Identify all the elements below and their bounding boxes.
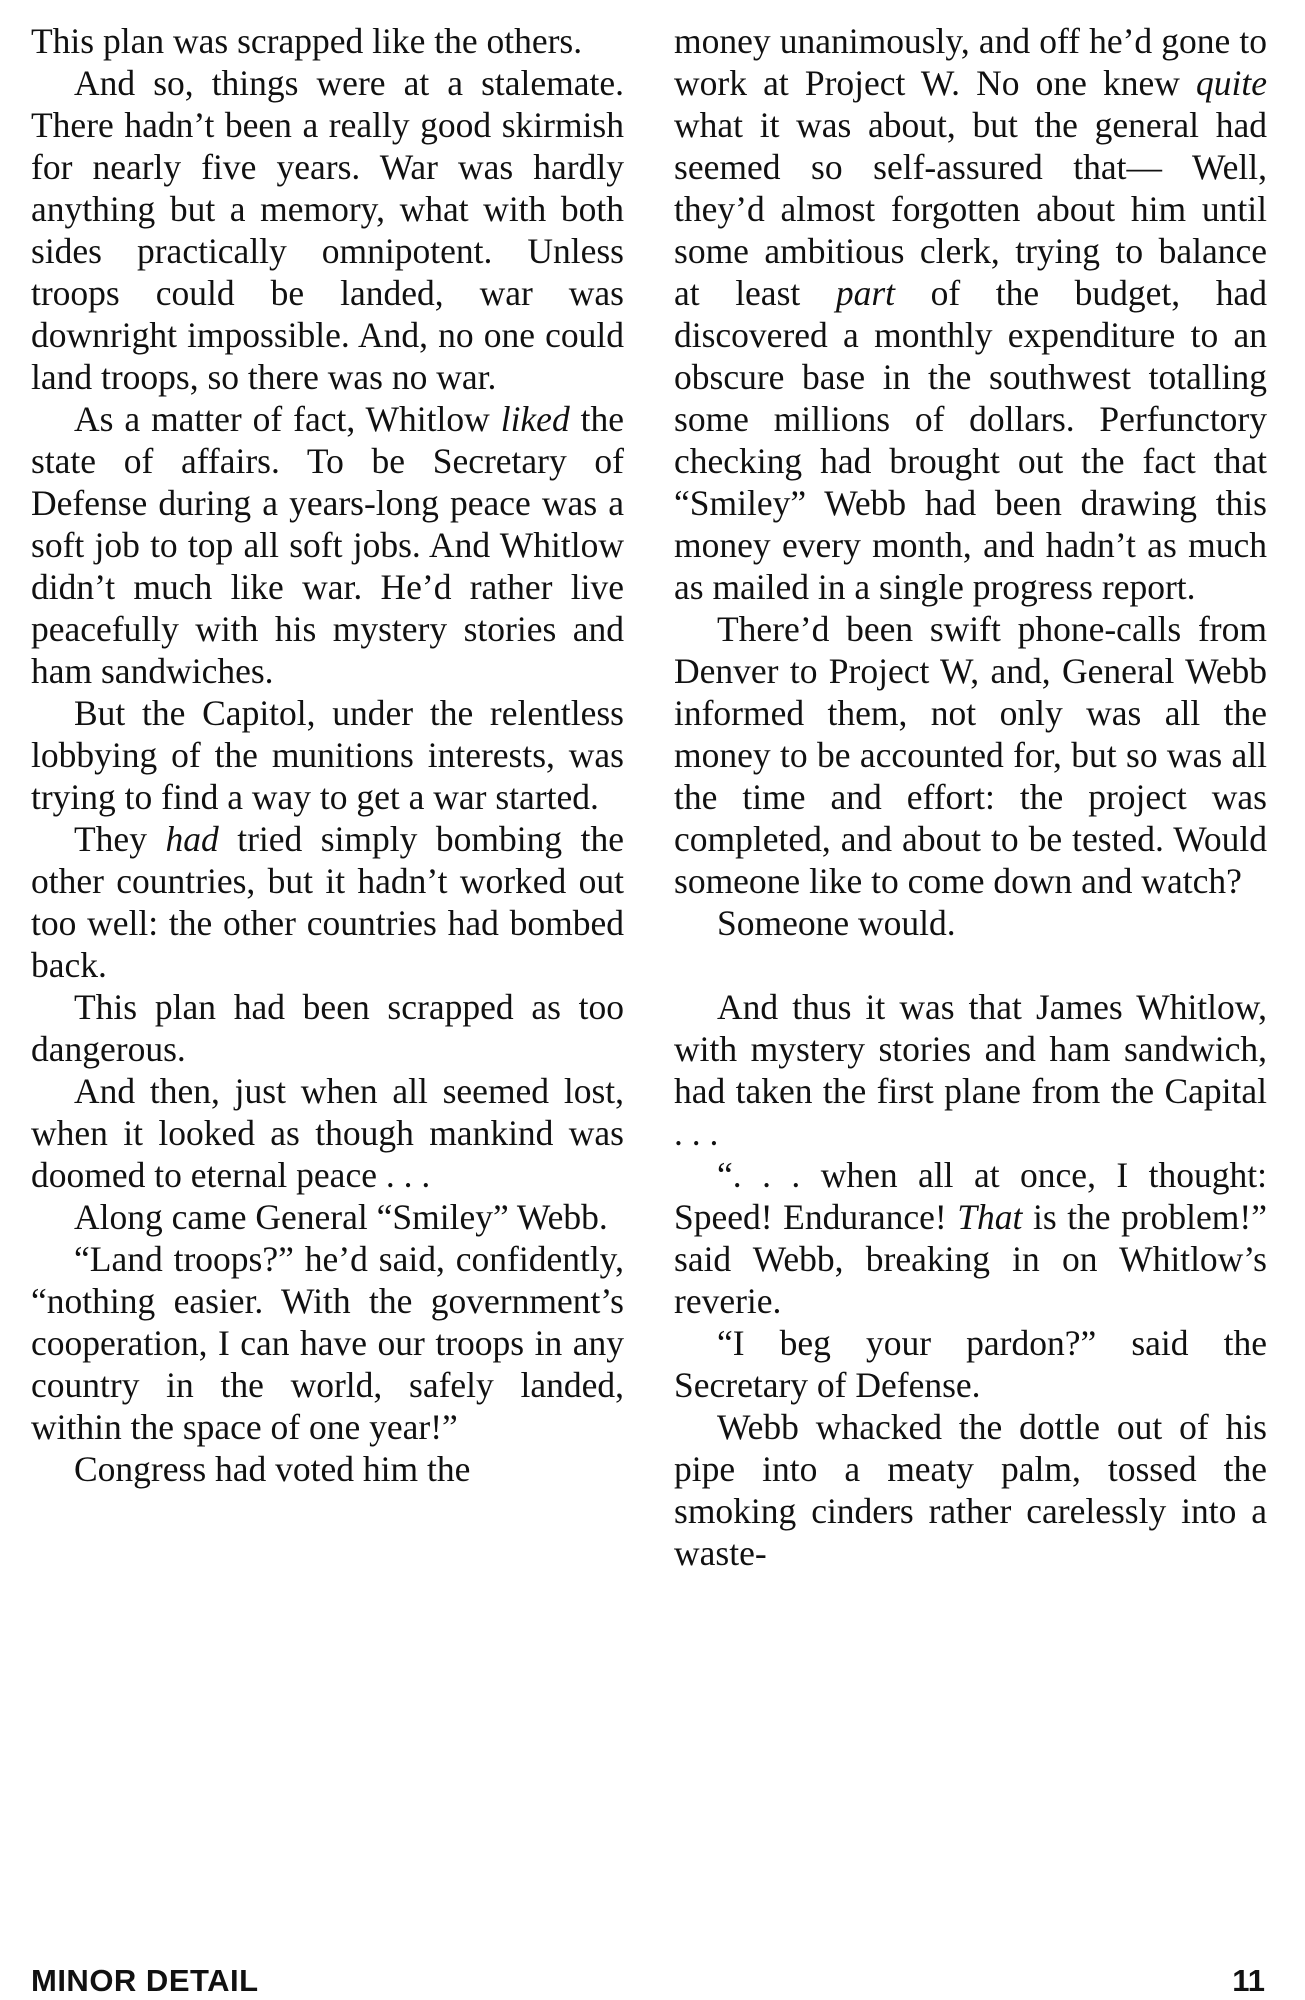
paragraph: “. . . when all at once, I thought: Speed! Endurance! That is the problem!” said Webb, breaking in on Whitlow’s reverie. [674, 1155, 1267, 1321]
emphasis: part [835, 273, 896, 313]
running-footer-title: MINOR DETAIL [31, 1963, 259, 1998]
emphasis: had [165, 819, 219, 859]
right-text-column [674, 20, 1267, 1574]
paragraph: Webb whacked the dottle out of his pipe into a meaty palm, tossed the smoking cinders rather carelessly into a waste- [674, 1407, 1267, 1573]
paragraph: This plan had been scrapped as too dangerous. [31, 987, 624, 1069]
left-text-column [31, 20, 624, 1490]
paragraph: This plan was scrapped like the others. [31, 21, 583, 61]
paragraph: They had tried simply bombing the other countries, but it hadn’t worked out too well: the other countries had bombed back. [31, 819, 624, 985]
paragraph: “Land troops?” he’d said, confidently, “nothing easier. With the government’s cooperation, I can have our troops in any country in the world, safely landed, within the space of one year!” [31, 1239, 624, 1447]
paragraph: money unanimously, and off he’d gone to work at Project W. No one knew quite what it was about, but the general had seemed so self-assured that— Well, they’d almost forgotten about him until some ambitious clerk, trying to balance at least part of the budget, had discovered a monthly expenditure to an obscure base in the southwest totalling some millions of dollars. Perfunctory checking had brought out the fact that “Smiley” Webb had been drawing this money every month, and hadn’t as much as mailed in a single progress report. [674, 21, 1267, 607]
paragraph: There’d been swift phone-calls from Denver to Project W, and, General Webb informed them, not only was all the money to be accounted for, but so was all the time and effort: the project was completed, and about to be tested. Would someone like to come down and watch? [674, 609, 1267, 901]
emphasis: quite [1196, 63, 1267, 103]
paragraph: And then, just when all seemed lost, when it looked as though mankind was doomed to eternal peace . . . [31, 1071, 624, 1195]
page-number: 11 [1232, 1963, 1265, 1998]
emphasis: liked [500, 399, 570, 439]
paragraph: As a matter of fact, Whitlow liked the state of affairs. To be Secretary of Defense during a years-long peace was a soft job to top all soft jobs. And Whitlow didn’t much like war. He’d rather live peacefully with his mystery stories and ham sandwiches. [31, 399, 625, 691]
paragraph: But the Capitol, under the relentless lobbying of the munitions interests, was trying to find a way to get a war started. [31, 693, 624, 817]
paragraph: And thus it was that James Whitlow, with mystery stories and ham sandwich, had taken the first plane from the Capital . . . [674, 987, 1267, 1153]
paragraph: Along came General “Smiley” Webb. [74, 1197, 608, 1237]
emphasis: That [957, 1197, 1023, 1237]
paragraph: Congress had voted him the [74, 1449, 471, 1489]
paragraph: Someone would. [717, 903, 956, 943]
paragraph: “I beg your pardon?” said the Secretary of Defense. [674, 1323, 1267, 1405]
paragraph: And so, things were at a stalemate. There hadn’t been a really good skirmish for nearly five years. War was hardly anything but a memory, what with both sides practically omnipotent. Unless troops could be landed, war was downright impossible. And, no one could land troops, so there was no war. [31, 63, 624, 397]
